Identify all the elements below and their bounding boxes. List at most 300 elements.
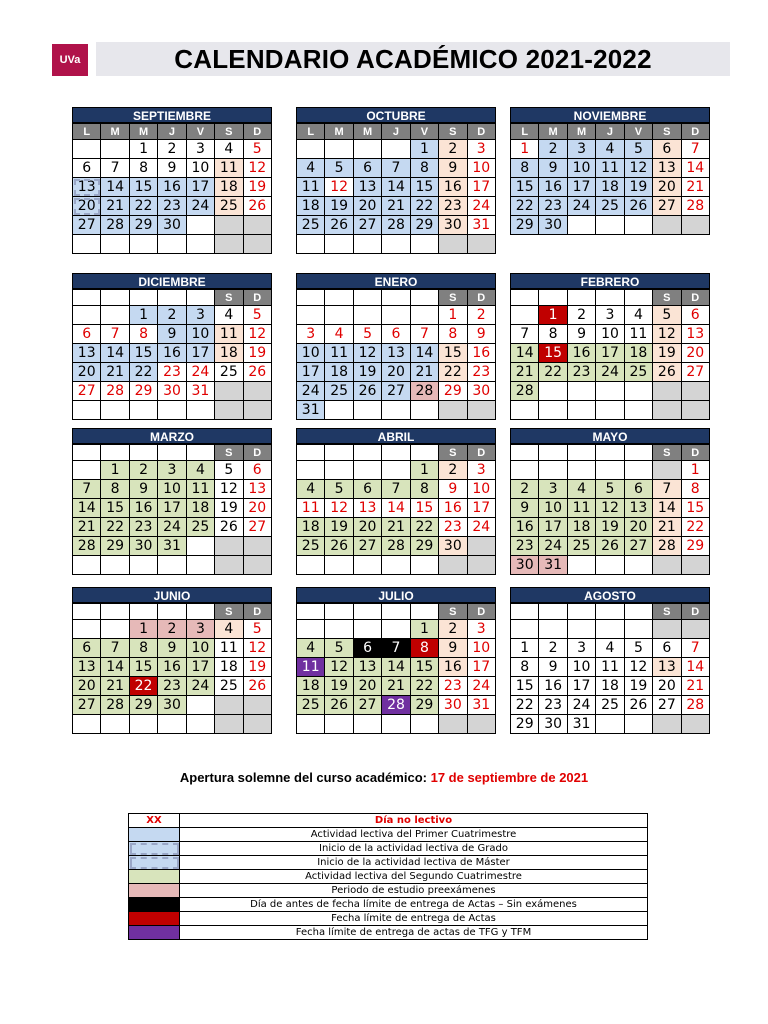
day-cell: 9 — [539, 159, 567, 178]
day-cell: 20 — [353, 518, 381, 537]
empty-cell — [73, 235, 101, 254]
day-cell: 20 — [243, 499, 271, 518]
day-cell: 15 — [410, 178, 438, 197]
weekday-blank — [158, 604, 186, 620]
empty-cell — [382, 715, 410, 734]
weekday-label: D — [467, 290, 495, 306]
week-row — [73, 140, 272, 159]
empty-cell — [681, 216, 709, 235]
empty-cell — [681, 556, 709, 575]
day-cell: 16 — [539, 178, 567, 197]
day-cell: 11 — [186, 480, 214, 499]
day-cell: 22 — [511, 696, 539, 715]
month-calendar-table — [510, 444, 710, 575]
day-cell: 1 — [410, 620, 438, 639]
month-calendar-table — [510, 603, 710, 734]
day-cell: 3 — [186, 620, 214, 639]
day-cell: 27 — [624, 537, 652, 556]
empty-cell — [101, 620, 129, 639]
day-cell: 5 — [243, 306, 271, 325]
empty-cell — [539, 620, 567, 639]
weekday-blank — [101, 290, 129, 306]
legend-label: Inicio de la actividad lectiva de Máster — [180, 856, 648, 870]
day-cell: 14 — [653, 499, 681, 518]
weekday-blank — [73, 445, 101, 461]
day-cell: 7 — [382, 480, 410, 499]
day-cell: 30 — [158, 216, 186, 235]
day-cell: 8 — [129, 639, 157, 658]
day-cell: 11 — [596, 658, 624, 677]
day-cell: 9 — [439, 480, 467, 499]
day-cell: 28 — [73, 537, 101, 556]
weekday-blank — [539, 604, 567, 620]
day-cell: 21 — [653, 518, 681, 537]
empty-cell — [382, 235, 410, 254]
day-cell: 23 — [439, 677, 467, 696]
empty-cell — [681, 401, 709, 420]
day-cell: 16 — [158, 658, 186, 677]
empty-cell — [624, 382, 652, 401]
month-header: NOVIEMBRE — [510, 107, 710, 123]
month-agosto — [510, 587, 710, 734]
week-row — [297, 658, 496, 677]
day-cell: 14 — [101, 178, 129, 197]
weekday-header-row — [73, 604, 272, 620]
day-cell: 12 — [653, 325, 681, 344]
day-cell: 11 — [596, 159, 624, 178]
day-cell: 6 — [653, 140, 681, 159]
legend-label: Fecha límite de entrega de Actas — [180, 912, 648, 926]
day-cell: 4 — [596, 639, 624, 658]
day-cell: 27 — [353, 537, 381, 556]
day-cell: 15 — [681, 499, 709, 518]
weekday-blank — [624, 604, 652, 620]
weekday-blank — [325, 290, 353, 306]
day-cell: 17 — [539, 518, 567, 537]
day-cell: 28 — [101, 696, 129, 715]
day-cell: 7 — [681, 639, 709, 658]
day-cell: 2 — [129, 461, 157, 480]
empty-cell — [567, 401, 595, 420]
day-cell: 6 — [353, 639, 381, 658]
day-cell: 26 — [653, 363, 681, 382]
empty-cell — [129, 556, 157, 575]
legend-row — [129, 884, 648, 898]
day-cell: 15 — [410, 658, 438, 677]
day-cell: 21 — [511, 363, 539, 382]
day-cell: 19 — [653, 344, 681, 363]
day-cell: 25 — [215, 677, 243, 696]
weekday-blank — [382, 445, 410, 461]
week-row — [511, 518, 710, 537]
empty-cell — [410, 556, 438, 575]
week-row — [73, 344, 272, 363]
day-cell: 15 — [129, 178, 157, 197]
day-cell: 23 — [567, 363, 595, 382]
weekday-blank — [353, 445, 381, 461]
day-cell: 14 — [681, 658, 709, 677]
day-cell: 25 — [297, 216, 325, 235]
day-cell: 30 — [439, 537, 467, 556]
empty-cell — [243, 537, 271, 556]
week-row — [511, 382, 710, 401]
legend-swatch — [129, 912, 180, 926]
legend-swatch — [129, 870, 180, 884]
day-cell: 8 — [410, 480, 438, 499]
day-cell: 19 — [596, 518, 624, 537]
empty-cell — [653, 216, 681, 235]
day-cell: 29 — [410, 537, 438, 556]
day-cell: 8 — [410, 639, 438, 658]
empty-cell — [681, 382, 709, 401]
empty-cell — [186, 401, 214, 420]
day-cell: 22 — [410, 518, 438, 537]
weekday-header-row — [73, 445, 272, 461]
day-cell: 6 — [681, 306, 709, 325]
day-cell: 17 — [567, 178, 595, 197]
day-cell: 27 — [653, 197, 681, 216]
month-calendar-table — [510, 289, 710, 420]
empty-cell — [297, 620, 325, 639]
day-cell: 26 — [325, 696, 353, 715]
weekday-blank — [567, 445, 595, 461]
day-cell: 3 — [567, 639, 595, 658]
weekday-label: M — [101, 124, 129, 140]
day-cell: 2 — [439, 140, 467, 159]
month-calendar-table — [72, 444, 272, 575]
weekday-label: S — [215, 604, 243, 620]
week-row — [297, 216, 496, 235]
empty-cell — [73, 401, 101, 420]
day-cell: 4 — [297, 639, 325, 658]
day-cell: 18 — [297, 518, 325, 537]
empty-cell — [596, 382, 624, 401]
day-cell: 21 — [382, 677, 410, 696]
day-cell: 10 — [467, 480, 495, 499]
day-cell: 18 — [567, 518, 595, 537]
day-cell: 2 — [511, 480, 539, 499]
month-mayo — [510, 428, 710, 575]
day-cell: 18 — [596, 677, 624, 696]
day-cell: 19 — [325, 197, 353, 216]
legend-swatch — [129, 884, 180, 898]
weekday-blank — [511, 290, 539, 306]
week-row — [73, 696, 272, 715]
empty-cell — [353, 620, 381, 639]
month-calendar-table — [72, 603, 272, 734]
day-cell: 23 — [129, 518, 157, 537]
empty-cell — [382, 306, 410, 325]
day-cell: 23 — [539, 197, 567, 216]
week-row — [73, 363, 272, 382]
month-enero — [296, 273, 496, 420]
empty-cell — [567, 556, 595, 575]
day-cell: 2 — [467, 306, 495, 325]
week-row — [297, 620, 496, 639]
month-calendar-table — [296, 289, 496, 420]
weekday-header-row — [511, 124, 710, 140]
day-cell: 13 — [353, 499, 381, 518]
day-cell: 7 — [73, 480, 101, 499]
day-cell: 31 — [297, 401, 325, 420]
week-row — [511, 677, 710, 696]
month-calendar-table — [296, 444, 496, 575]
day-cell: 13 — [624, 499, 652, 518]
weekday-blank — [186, 445, 214, 461]
empty-cell — [624, 401, 652, 420]
title-bar — [96, 42, 730, 76]
weekday-blank — [567, 290, 595, 306]
empty-cell — [467, 537, 495, 556]
day-cell: 3 — [297, 325, 325, 344]
uva-logo: UVa — [52, 44, 88, 76]
empty-cell — [353, 461, 381, 480]
month-header: SEPTIEMBRE — [72, 107, 272, 123]
day-cell: 2 — [539, 140, 567, 159]
empty-cell — [101, 401, 129, 420]
day-cell: 14 — [511, 344, 539, 363]
day-cell: 26 — [596, 537, 624, 556]
day-cell: 8 — [439, 325, 467, 344]
weekday-label: J — [596, 124, 624, 140]
day-cell: 5 — [325, 480, 353, 499]
weekday-header-row — [73, 290, 272, 306]
day-cell: 18 — [186, 499, 214, 518]
empty-cell — [215, 216, 243, 235]
day-cell: 1 — [681, 461, 709, 480]
week-row — [297, 306, 496, 325]
day-cell: 17 — [186, 658, 214, 677]
day-cell: 5 — [325, 159, 353, 178]
empty-cell — [596, 461, 624, 480]
day-cell: 21 — [382, 518, 410, 537]
legend-swatch: XX — [129, 814, 180, 828]
weekday-blank — [297, 604, 325, 620]
day-cell: 12 — [243, 159, 271, 178]
day-cell: 9 — [467, 325, 495, 344]
day-cell: 5 — [624, 639, 652, 658]
day-cell: 23 — [467, 363, 495, 382]
day-cell: 12 — [325, 499, 353, 518]
day-cell: 26 — [624, 197, 652, 216]
weekday-blank — [73, 604, 101, 620]
day-cell: 5 — [243, 140, 271, 159]
empty-cell — [186, 696, 214, 715]
week-row — [297, 401, 496, 420]
day-cell: 10 — [539, 499, 567, 518]
week-row — [73, 639, 272, 658]
day-cell: 17 — [297, 363, 325, 382]
empty-cell — [681, 620, 709, 639]
empty-cell — [567, 382, 595, 401]
day-cell: 26 — [325, 537, 353, 556]
empty-cell — [243, 382, 271, 401]
day-cell: 15 — [439, 344, 467, 363]
day-cell: 30 — [439, 216, 467, 235]
day-cell: 9 — [158, 159, 186, 178]
day-cell: 2 — [158, 306, 186, 325]
day-cell: 13 — [353, 658, 381, 677]
empty-cell — [297, 556, 325, 575]
day-cell: 9 — [158, 639, 186, 658]
day-cell: 24 — [297, 382, 325, 401]
legend-swatch — [129, 856, 180, 870]
weekday-blank — [325, 604, 353, 620]
empty-cell — [215, 556, 243, 575]
day-cell: 24 — [186, 363, 214, 382]
day-cell: 16 — [439, 658, 467, 677]
day-cell: 26 — [325, 216, 353, 235]
empty-cell — [567, 216, 595, 235]
empty-cell — [353, 715, 381, 734]
day-cell: 2 — [567, 306, 595, 325]
weekday-header-row — [511, 290, 710, 306]
weekday-label: D — [467, 445, 495, 461]
day-cell: 25 — [215, 197, 243, 216]
month-diciembre — [72, 273, 272, 420]
weekday-header-row — [511, 445, 710, 461]
day-cell: 11 — [297, 658, 325, 677]
day-cell: 29 — [129, 696, 157, 715]
empty-cell — [243, 556, 271, 575]
empty-cell — [382, 461, 410, 480]
day-cell: 28 — [101, 382, 129, 401]
legend-row — [129, 926, 648, 940]
day-cell: 26 — [243, 197, 271, 216]
week-row — [511, 556, 710, 575]
month-julio — [296, 587, 496, 734]
legend-row — [129, 828, 648, 842]
weekday-label: V — [186, 124, 214, 140]
empty-cell — [73, 461, 101, 480]
day-cell: 22 — [101, 518, 129, 537]
month-febrero — [510, 273, 710, 420]
week-row — [73, 178, 272, 197]
day-cell: 4 — [297, 480, 325, 499]
empty-cell — [382, 620, 410, 639]
day-cell: 17 — [467, 658, 495, 677]
day-cell: 29 — [439, 382, 467, 401]
day-cell: 22 — [129, 677, 157, 696]
day-cell: 19 — [243, 344, 271, 363]
day-cell: 3 — [467, 140, 495, 159]
weekday-label: S — [653, 290, 681, 306]
day-cell: 11 — [297, 178, 325, 197]
day-cell: 30 — [467, 382, 495, 401]
legend-row — [129, 870, 648, 884]
day-cell: 6 — [73, 639, 101, 658]
day-cell: 30 — [158, 382, 186, 401]
legend-label: Actividad lectiva del Segundo Cuatrimestre — [180, 870, 648, 884]
day-cell: 22 — [129, 197, 157, 216]
empty-cell — [539, 401, 567, 420]
day-cell: 29 — [410, 696, 438, 715]
day-cell: 15 — [129, 658, 157, 677]
weekday-blank — [624, 445, 652, 461]
day-cell: 2 — [539, 639, 567, 658]
day-cell: 21 — [681, 178, 709, 197]
empty-cell — [297, 715, 325, 734]
week-row — [73, 461, 272, 480]
weekday-label: V — [624, 124, 652, 140]
day-cell: 30 — [439, 696, 467, 715]
empty-cell — [325, 401, 353, 420]
day-cell: 4 — [567, 480, 595, 499]
day-cell: 16 — [511, 518, 539, 537]
weekday-blank — [567, 604, 595, 620]
day-cell: 24 — [567, 696, 595, 715]
day-cell: 4 — [325, 325, 353, 344]
empty-cell — [73, 715, 101, 734]
day-cell: 25 — [215, 363, 243, 382]
day-cell: 13 — [382, 344, 410, 363]
month-header: JUNIO — [72, 587, 272, 603]
empty-cell — [215, 696, 243, 715]
day-cell: 24 — [567, 197, 595, 216]
empty-cell — [653, 401, 681, 420]
day-cell: 13 — [243, 480, 271, 499]
day-cell: 7 — [681, 140, 709, 159]
day-cell: 25 — [297, 696, 325, 715]
week-row — [297, 235, 496, 254]
week-row — [297, 325, 496, 344]
day-cell: 13 — [353, 178, 381, 197]
empty-cell — [73, 140, 101, 159]
weekday-blank — [596, 290, 624, 306]
day-cell: 3 — [539, 480, 567, 499]
empty-cell — [410, 401, 438, 420]
day-cell: 12 — [353, 344, 381, 363]
day-cell: 27 — [681, 363, 709, 382]
empty-cell — [297, 140, 325, 159]
week-row — [297, 696, 496, 715]
empty-cell — [101, 140, 129, 159]
day-cell: 8 — [101, 480, 129, 499]
month-header: JULIO — [296, 587, 496, 603]
empty-cell — [382, 556, 410, 575]
apertura-date: 17 de septiembre de 2021 — [430, 770, 589, 785]
empty-cell — [467, 401, 495, 420]
week-row — [297, 499, 496, 518]
month-header: MARZO — [72, 428, 272, 444]
empty-cell — [511, 401, 539, 420]
empty-cell — [129, 715, 157, 734]
empty-cell — [325, 461, 353, 480]
empty-cell — [186, 235, 214, 254]
day-cell: 10 — [467, 639, 495, 658]
empty-cell — [129, 235, 157, 254]
weekday-label: M — [129, 124, 157, 140]
day-cell: 20 — [382, 363, 410, 382]
legend-label: Día no lectivo — [180, 814, 648, 828]
day-cell: 22 — [410, 197, 438, 216]
legend-row — [129, 814, 648, 828]
day-cell: 21 — [101, 197, 129, 216]
empty-cell — [624, 620, 652, 639]
day-cell: 27 — [243, 518, 271, 537]
week-row — [297, 677, 496, 696]
day-cell: 25 — [186, 518, 214, 537]
day-cell: 31 — [158, 537, 186, 556]
day-cell: 19 — [624, 677, 652, 696]
month-header: FEBRERO — [510, 273, 710, 289]
day-cell: 8 — [539, 325, 567, 344]
day-cell: 23 — [158, 363, 186, 382]
week-row — [73, 401, 272, 420]
legend-swatch — [129, 828, 180, 842]
day-cell: 28 — [410, 382, 438, 401]
empty-cell — [325, 556, 353, 575]
